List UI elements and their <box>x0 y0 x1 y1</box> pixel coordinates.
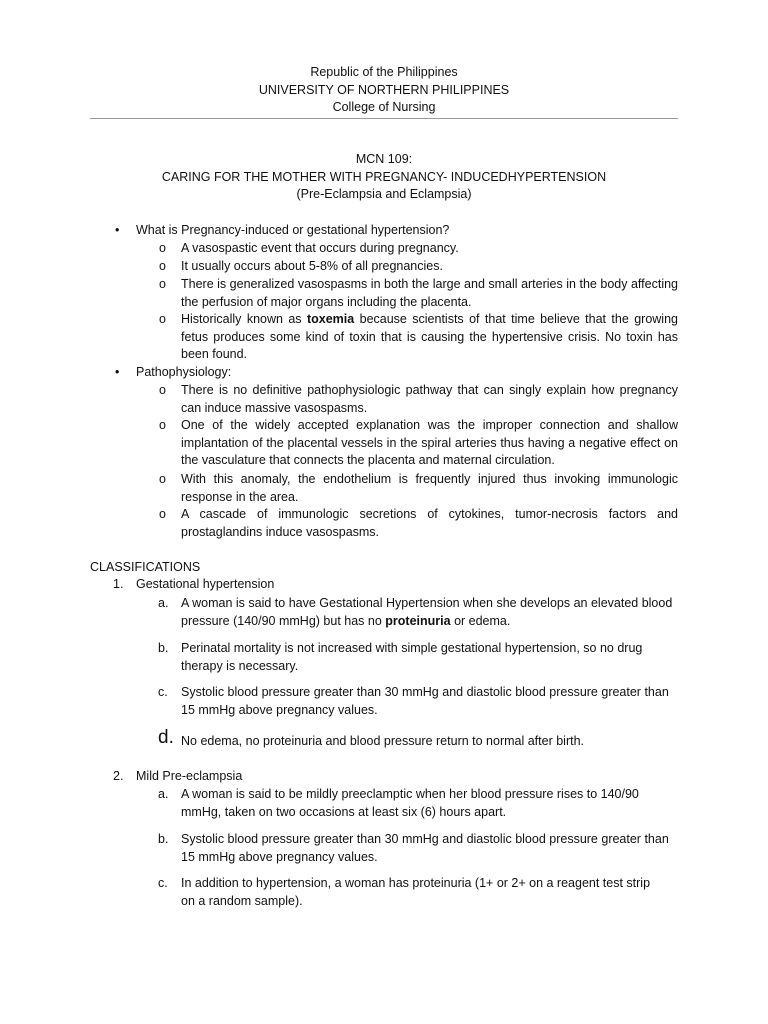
section2-item-3: With this anomaly, the endothelium is frequently injured thus invoking immunologic response in the area. <box>181 472 678 504</box>
classification-number: 2. <box>113 769 124 783</box>
section2-item-1: There is no definitive pathophysiologic pathway that can singly explain how pregnancy can induce massive vasospasms. <box>181 383 678 415</box>
section2-item-4: A cascade of immunologic secretions of cytokines, tumor-necrosis factors and prostaglandins induce vasospasms. <box>181 507 678 539</box>
item-letter: c. <box>158 876 168 890</box>
circle-marker: o <box>159 259 166 273</box>
document-title <box>0 151 768 204</box>
circle-marker: o <box>159 472 166 486</box>
header-university: UNIVERSITY OF NORTHERN PHILIPPINES <box>258 82 510 97</box>
course-heading: CARING FOR THE MOTHER WITH PREGNANCY- INDUCEDHYPERTENSION <box>161 169 607 184</box>
circle-marker: o <box>159 277 166 291</box>
bullet-marker: • <box>115 223 120 237</box>
circle-marker: o <box>159 241 166 255</box>
classifications-heading: CLASSIFICATIONS <box>90 560 201 574</box>
classification-number: 1. <box>113 577 124 591</box>
circle-marker: o <box>159 312 166 326</box>
circle-marker: o <box>159 383 166 397</box>
classification-1-item-c: Systolic blood pressure greater than 30 mmHg and diastolic blood pressure greater than 15 mmHg above pregnancy values. <box>181 685 669 717</box>
course-subheading: (Pre-Eclampsia and Eclampsia) <box>296 187 472 202</box>
circle-marker: o <box>159 418 166 432</box>
classification-2-item-b: Systolic blood pressure greater than 30 mmHg and diastolic blood pressure greater than 15 mmHg above pregnancy values. <box>181 832 669 864</box>
item-text: because scientists of that time believe that the growing fetus produces some kind of toxin that is causing the hypertensive crisis. No toxin has been found. <box>181 312 678 362</box>
section1-item-4 <box>181 311 678 364</box>
section1-item-2: It usually occurs about 5-8% of all pregnancies. <box>181 259 443 273</box>
section2-item-2: One of the widely accepted explanation was the improper connection and shallow implantation of the placental vessels in the spiral arteries thus having a negative effect on the vasculature that connects the placenta and maternal circulation. <box>181 418 678 468</box>
bullet-marker: • <box>115 365 120 379</box>
course-code: MCN 109: <box>355 152 413 166</box>
item-text: A woman is said to have Gestational Hypertension when she develops an elevated blood pressure (140/90 mmHg) but has no <box>181 596 673 628</box>
section2-heading: Pathophysiology: <box>136 365 232 379</box>
section1-question: What is Pregnancy-induced or gestational hypertension? <box>136 223 450 237</box>
item-letter: b. <box>158 641 169 655</box>
item-letter: b. <box>158 832 169 846</box>
document-header <box>0 64 768 117</box>
item-text: Historically known as <box>181 312 302 326</box>
classification-1-item-b: Perinatal mortality is not increased with simple gestational hypertension, so no drug therapy is necessary. <box>181 641 643 673</box>
section1-item-3: There is generalized vasospasms in both the large and small arteries in the body affecting the perfusion of major organs including the placenta. <box>181 277 678 309</box>
classification-1-title: Gestational hypertension <box>136 577 275 591</box>
section1-item-1: A vasospastic event that occurs during pregnancy. <box>181 241 459 255</box>
header-republic: Republic of the Philippines <box>310 65 458 79</box>
circle-marker: o <box>159 507 166 521</box>
toxemia-term: toxemia <box>306 312 355 326</box>
classification-1-item-d: No edema, no proteinuria and blood pressure return to normal after birth. <box>181 734 585 748</box>
classification-2-item-c: In addition to hypertension, a woman has proteinuria (1+ or 2+ on a reagent test strip on a random sample). <box>181 876 651 908</box>
classification-2-title: Mild Pre-eclampsia <box>136 769 243 783</box>
item-letter: d. <box>158 727 174 748</box>
proteinuria-term: proteinuria <box>385 613 451 628</box>
classification-2-item-a: A woman is said to be mildly preeclamptic when her blood pressure rises to 140/90 mmHg, taken on two occasions at least six (6) hours apart. <box>181 787 639 819</box>
item-text: or edema. <box>454 613 511 628</box>
item-letter: a. <box>158 596 169 610</box>
header-divider <box>90 118 678 119</box>
item-letter: c. <box>158 685 168 699</box>
item-letter: a. <box>158 787 169 801</box>
classification-1-item-a <box>181 595 681 630</box>
header-college: College of Nursing <box>332 100 436 115</box>
